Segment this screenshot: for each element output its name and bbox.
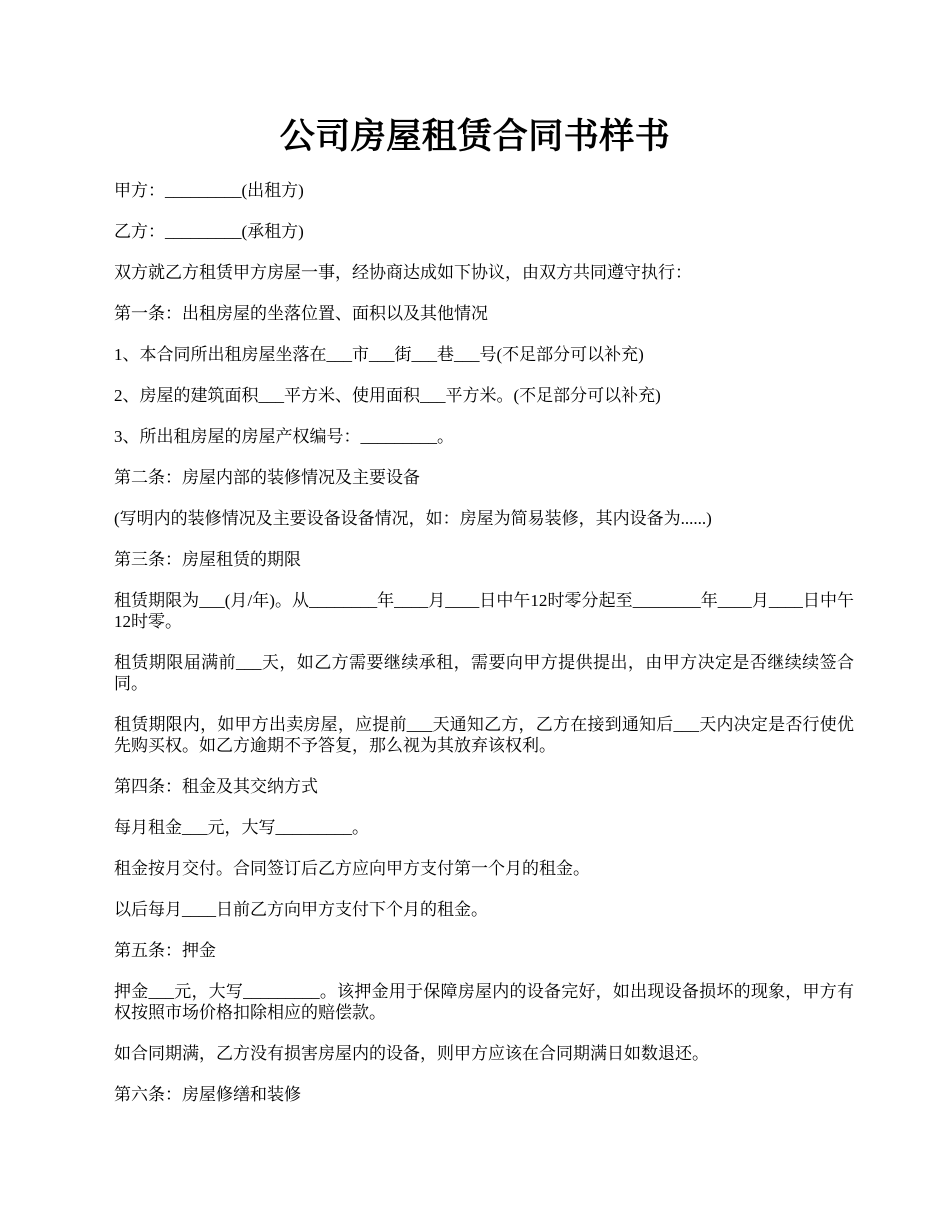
article-5-heading: 第五条：押金 xyxy=(114,941,216,960)
article-3-heading: 第三条：房屋租赁的期限 xyxy=(114,550,301,569)
article-1-item-2: 2、房屋的建筑面积___平方米、使用面积___平方米。(不足部分可以补充) xyxy=(114,386,661,405)
article-3-renewal: 租赁期限届满前___天，如乙方需要继续承租，需要向甲方提供提出，由甲方决定是否继续续签合同。 xyxy=(114,653,854,693)
document-body xyxy=(114,180,854,1125)
article-5-refund: 如合同期满，乙方没有损害房屋内的设备，则甲方应该在合同期满日如数退还。 xyxy=(114,1044,709,1063)
article-6-heading: 第六条：房屋修缮和装修 xyxy=(114,1085,301,1104)
article-2-note: (写明内的装修情况及主要设备设备情况，如：房屋为简易装修，其内设备为......) xyxy=(114,509,712,528)
article-1-heading: 第一条：出租房屋的坐落位置、面积以及其他情况 xyxy=(114,304,488,323)
document-title: 公司房屋租赁合同书样书 xyxy=(279,117,671,156)
article-3-purchase-right: 租赁期限内，如甲方出卖房屋，应提前___天通知乙方，乙方在接到通知后___天内决定是否行使优先购买权。如乙方逾期不予答复，那么视为其放弃该权利。 xyxy=(114,715,854,755)
article-1-item-1: 1、本合同所出租房屋坐落在___市___街___巷___号(不足部分可以补充) xyxy=(114,345,644,364)
party-a-line: 甲方：_________(出租方) xyxy=(114,181,304,200)
article-2-heading: 第二条：房屋内部的装修情况及主要设备 xyxy=(114,468,420,487)
article-4-subsequent: 以后每月____日前乙方向甲方支付下个月的租金。 xyxy=(114,900,488,919)
article-3-term: 租赁期限为___(月/年)。从________年____月____日中午12时零分起至________年____月____日中午12时零。 xyxy=(114,591,854,631)
article-4-heading: 第四条：租金及其交纳方式 xyxy=(114,777,318,796)
party-b-line: 乙方：_________(承租方) xyxy=(114,222,304,241)
article-4-payment: 租金按月交付。合同签订后乙方应向甲方支付第一个月的租金。 xyxy=(114,859,590,878)
article-1-item-3: 3、所出租房屋的房屋产权编号：_________。 xyxy=(114,427,454,446)
intro-paragraph: 双方就乙方租赁甲方房屋一事，经协商达成如下协议，由双方共同遵守执行： xyxy=(114,263,692,282)
article-4-monthly-rent: 每月租金___元，大写_________。 xyxy=(114,818,369,837)
article-5-deposit: 押金___元，大写_________。该押金用于保障房屋内的设备完好，如出现设备损坏的现象，甲方有权按照市场价格扣除相应的赔偿款。 xyxy=(114,982,854,1022)
